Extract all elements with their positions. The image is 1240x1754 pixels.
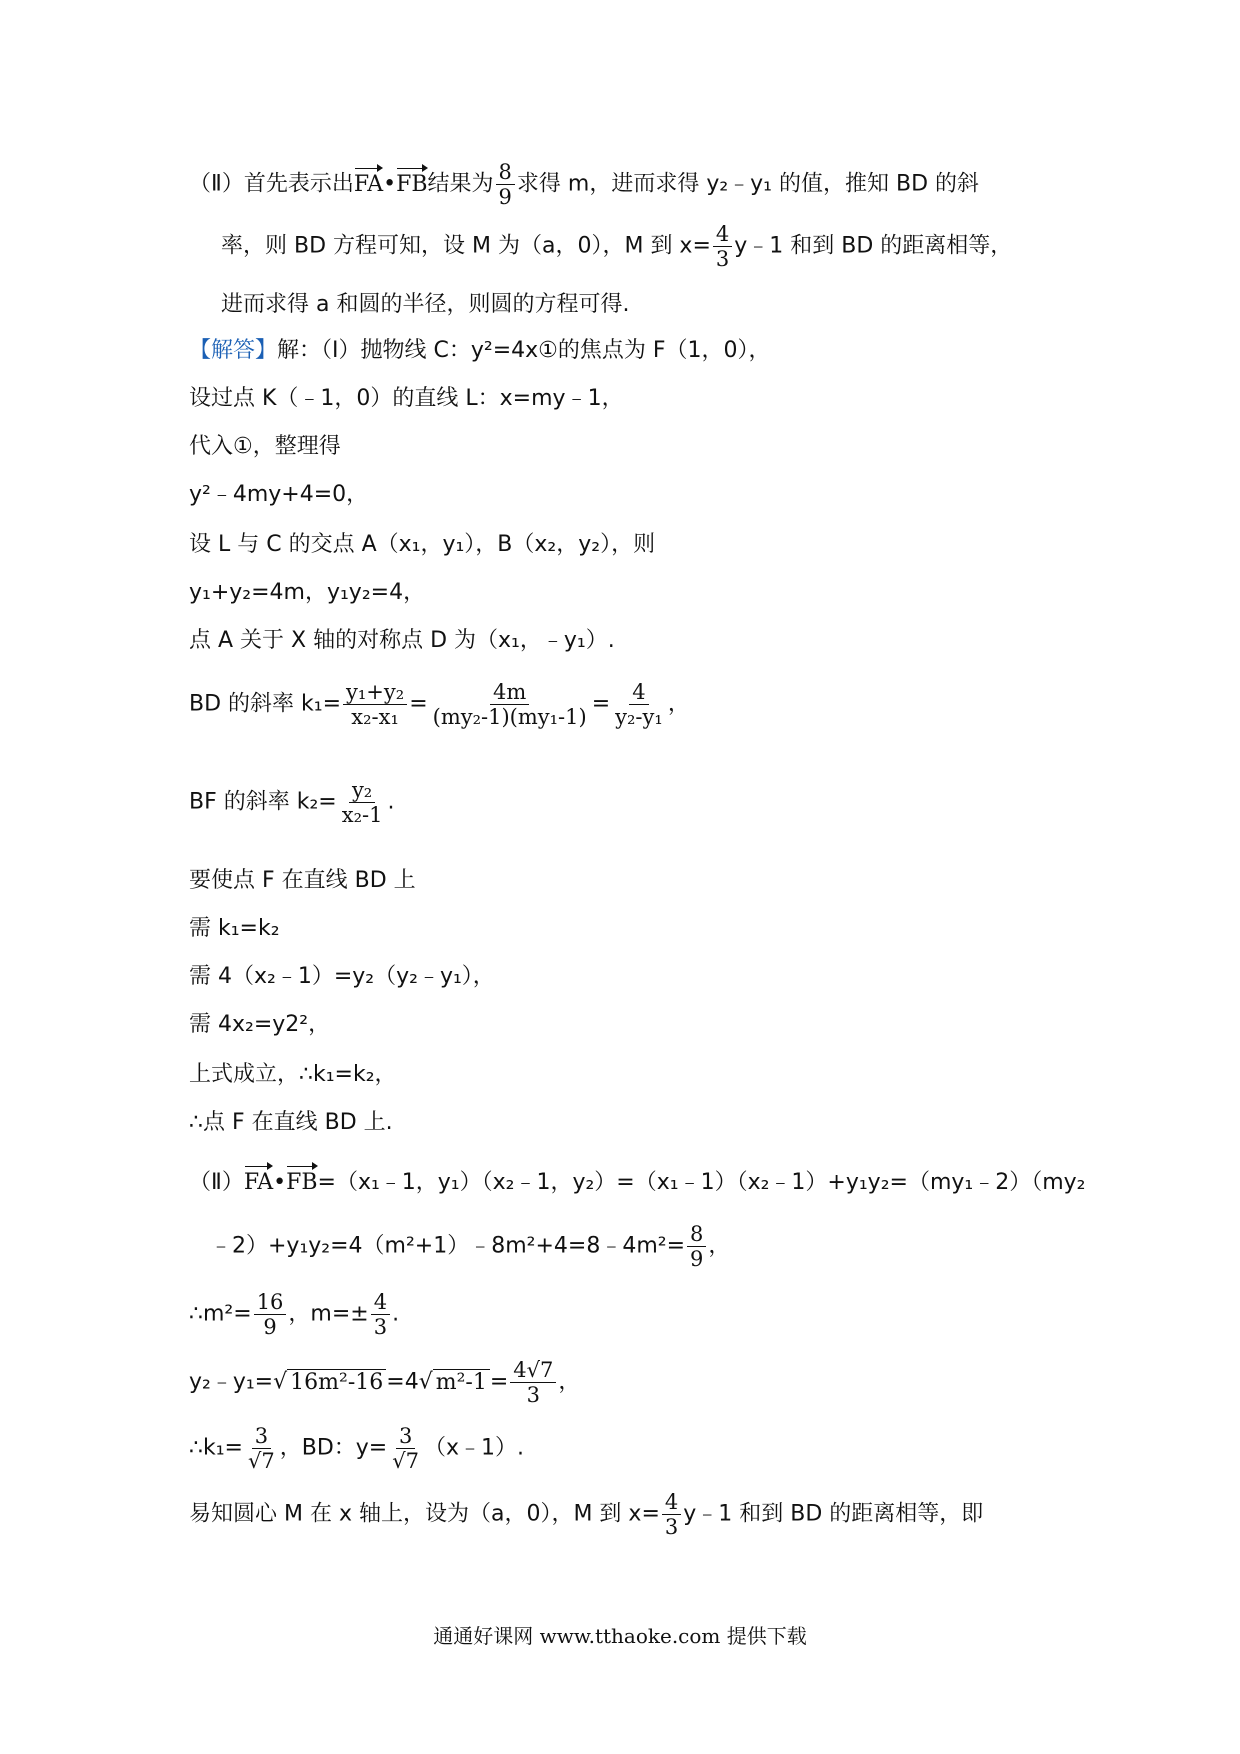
fraction: $\frac{3}{√7}$ (392, 1424, 419, 1474)
solution-text: ，BD：y= (279, 1435, 388, 1461)
solution-line-9: 需 k₁=k₂ (189, 916, 280, 941)
fraction: $\frac{\text{y₁+y₂}}{\text{x₂-x₁}}$ (343, 680, 407, 729)
analysis-text: （Ⅱ）首先表示出 (189, 171, 354, 197)
vector-FA: FA (354, 166, 383, 198)
part2-line-1 (189, 1164, 1086, 1196)
page-footer: 通通好课网 www.tthaoke.com 提供下载 (433, 1624, 807, 1648)
square-root: m²-1 (433, 1369, 490, 1396)
solution-line-1 (189, 338, 771, 364)
analysis-text: 率，则 BD 方程可知，设 M 为（a，0），M 到 x= (221, 233, 711, 259)
fraction: $\frac{4m}{\text{(my₂-1)(my₁-1)}}$ (432, 680, 587, 730)
fraction: $\frac{4√7}{3}$ (510, 1358, 556, 1407)
solution-text: ， (558, 1369, 581, 1395)
fraction: $\frac{8}{9}$ (687, 1222, 706, 1271)
dot-operator: • (273, 1170, 287, 1195)
analysis-text: 求得 m，进而求得 y₂﹣y₁ 的值，推知 BD 的斜 (516, 171, 980, 197)
solution-text: y₂﹣y₁= (189, 1369, 274, 1395)
analysis-text: y﹣1 和到 BD 的距离相等， (734, 233, 1013, 259)
solution-line-11: 需 4x₂=y2²， (189, 1012, 331, 1037)
m-value-line (189, 1290, 399, 1339)
fraction: $\frac{4}{\text{y₂-y₁}}$ (615, 680, 663, 730)
vector-FB: FB (286, 1164, 317, 1196)
solution-text: ， (667, 691, 690, 717)
solution-text: = (489, 1369, 509, 1395)
slope-k1-line: BD 的斜率 k₁= $\frac{\text{y₁+y₂}}{\text{x₂-x₁}}$ = $\frac{4m}{\text{(my₂-1)(my₁-1)}}$ = $\frac{4}{\text{y₂-y₁}}$ ， (189, 680, 690, 730)
fraction: $\frac{4}{3}$ (371, 1290, 390, 1339)
fraction: $\frac{\text{y₂}}{\text{x₂-1}}$ (341, 778, 383, 828)
solution-line-6: y₁+y₂=4m，y₁y₂=4， (189, 580, 426, 605)
solution-line-2: 设过点 K（﹣1，0）的直线 L：x=my﹣1， (189, 386, 624, 411)
solution-line-8: 要使点 F 在直线 BD 上 (189, 868, 416, 893)
solution-text: =4 (386, 1369, 419, 1395)
bd-line-equation (189, 1424, 524, 1473)
y-diff-line: y₂﹣y₁=√ 16m²-16 =4√ m²-1 = $\frac{4√7}{3}$ ， (189, 1358, 581, 1408)
analysis-text: 结果为 (427, 171, 494, 197)
solution-line-7: 点 A 关于 X 轴的对称点 D 为（x₁，﹣y₁）. (189, 628, 615, 653)
solution-line-4: y²﹣4my+4=0， (189, 482, 369, 507)
solution-text: 解：（Ⅰ）抛物线 C：y²=4x①的焦点为 F（1，0）， (277, 338, 771, 363)
dot-operator: • (383, 171, 397, 197)
square-root: 16m²-16 (287, 1369, 386, 1396)
answer-tag: 【解答】 (189, 338, 278, 363)
solution-text: =（x₁﹣1，y₁）（x₂﹣1，y₂）=（x₁﹣1）（x₂﹣1）+y₁y₂=（my₁﹣2）（my₂ (317, 1170, 1086, 1195)
fraction: $\frac{8}{9}$ (496, 160, 515, 209)
solution-text: . (392, 1301, 400, 1327)
solution-line-12: 上式成立，∴k₁=k₂， (189, 1062, 397, 1087)
solution-text: ∴m²= (189, 1301, 252, 1327)
solution-text: BD 的斜率 k₁= (189, 691, 342, 717)
analysis-line-3: 进而求得 a 和圆的半径，则圆的方程可得. (221, 292, 630, 317)
fraction: $\frac{4}{3}$ (662, 1490, 681, 1539)
circle-center-line (189, 1490, 983, 1539)
solution-line-10: 需 4（x₂﹣1）=y₂（y₂﹣y₁）， (189, 964, 495, 989)
analysis-line-2 (221, 222, 1012, 271)
solution-line-5: 设 L 与 C 的交点 A（x₁，y₁），B（x₂，y₂），则 (189, 532, 656, 557)
solution-line-3: 代入①，整理得 (189, 434, 341, 459)
solution-text: （x﹣1）. (424, 1435, 525, 1461)
fraction: $\frac{4}{3}$ (713, 222, 732, 271)
solution-text: ∴k₁= (189, 1435, 243, 1461)
vector-FA: FA (244, 1164, 273, 1196)
solution-text: y﹣1 和到 BD 的距离相等，即 (683, 1501, 984, 1527)
solution-text: ，m=± (288, 1301, 369, 1327)
solution-text: BF 的斜率 k₂= (189, 789, 337, 815)
slope-k2-line (189, 778, 394, 827)
solution-text: . (387, 789, 395, 815)
solution-text: （Ⅱ） (189, 1170, 244, 1195)
vector-FB: FB (396, 166, 427, 198)
solution-text: 易知圆心 M 在 x 轴上，设为（a，0），M 到 x= (189, 1501, 660, 1527)
solution-text: ， (708, 1233, 731, 1259)
analysis-line-1 (189, 160, 979, 209)
fraction: $\frac{16}{9}$ (254, 1290, 287, 1339)
solution-text: ﹣2）+y₁y₂=4（m²+1）﹣8m²+4=8﹣4m²= (210, 1233, 686, 1259)
fraction: $\frac{3}{√7}$ (248, 1424, 275, 1474)
part2-line-2 (210, 1222, 730, 1271)
solution-line-13: ∴点 F 在直线 BD 上. (189, 1110, 393, 1135)
